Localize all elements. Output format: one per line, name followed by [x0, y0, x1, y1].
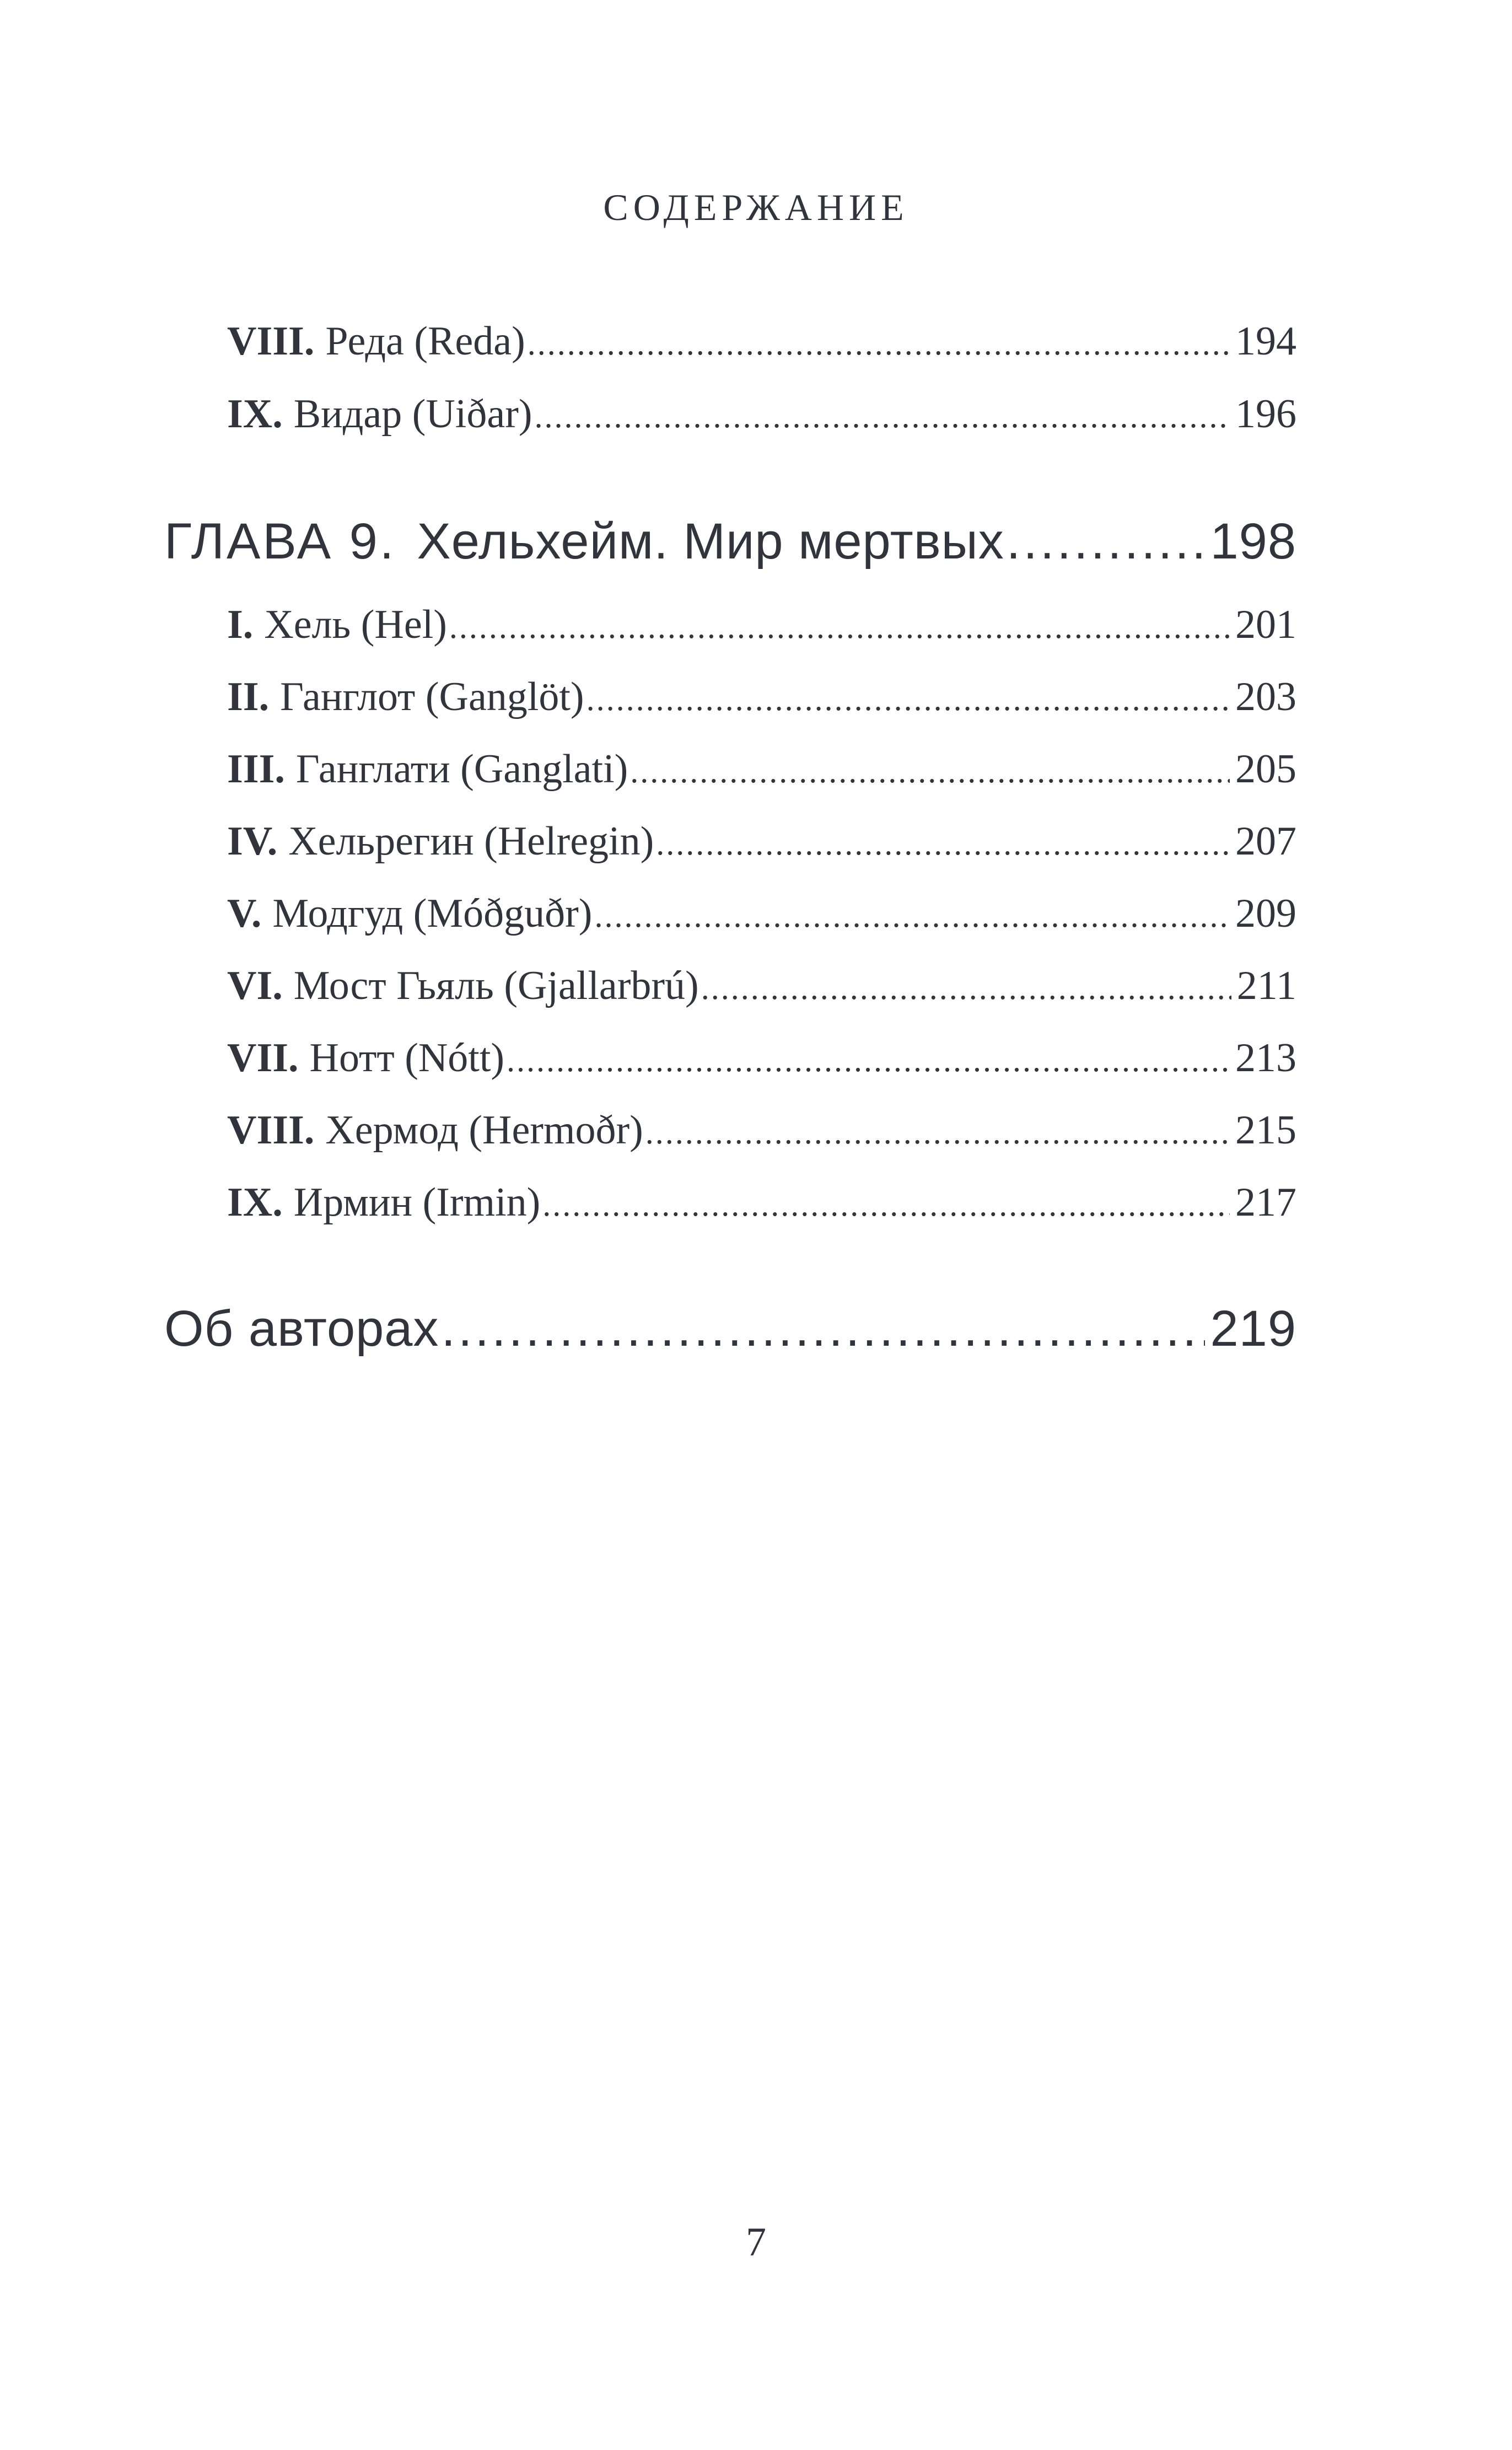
toc-entry[interactable]: [227, 1035, 1296, 1081]
entry-number: VIII.: [227, 319, 315, 364]
entry-number: VII.: [227, 1035, 299, 1081]
entry-title: Ирмин (Irmin): [293, 1180, 541, 1225]
entry-title: Модгуд (Móðguðr): [272, 891, 593, 936]
toc-entry[interactable]: [227, 321, 1296, 362]
entry-title: Хель (Hel): [264, 602, 447, 647]
entry-number: III.: [227, 746, 285, 792]
entry-page: 196: [1235, 391, 1296, 437]
dot-leader: [507, 1044, 1230, 1077]
entry-number: VI.: [227, 963, 283, 1008]
entry-page: 207: [1235, 819, 1296, 864]
dot-leader: [586, 683, 1230, 716]
entry-title: Мост Гьяль (Gjallarbrú): [293, 963, 699, 1008]
toc-entry[interactable]: [227, 1182, 1296, 1223]
entry-number: IX.: [227, 1180, 283, 1225]
entry-number: II.: [227, 674, 270, 719]
dot-leader: [441, 1303, 1204, 1354]
about-title: Об авторах: [164, 1301, 439, 1357]
dot-leader: [1007, 516, 1205, 567]
toc-entry[interactable]: [227, 965, 1296, 1006]
chapter-label: ГЛАВА 9.: [164, 513, 396, 569]
dot-leader: [449, 610, 1230, 643]
entry-number: IV.: [227, 819, 278, 864]
dot-leader: [542, 1188, 1230, 1221]
entry-title: Нотт (Nótt): [309, 1035, 505, 1081]
page-number: 7: [746, 2220, 766, 2265]
toc-entry[interactable]: [227, 391, 1296, 437]
toc-entry[interactable]: [227, 676, 1296, 717]
entry-page: 215: [1235, 1108, 1296, 1153]
chapter-page: 198: [1210, 513, 1296, 569]
entry-page: 201: [1235, 602, 1296, 647]
toc-entry[interactable]: [227, 604, 1296, 645]
entry-number: IX.: [227, 391, 283, 437]
dot-leader: [630, 755, 1230, 788]
entry-number: I.: [227, 602, 254, 647]
entry-page: 209: [1235, 891, 1296, 936]
entry-page: 203: [1235, 674, 1296, 719]
dot-leader: [528, 327, 1230, 360]
entry-title: Ганглот (Ganglöt): [280, 674, 584, 719]
entry-title: Реда (Reda): [325, 319, 525, 364]
entry-page: 217: [1235, 1180, 1296, 1225]
dot-leader: [701, 971, 1231, 1004]
entry-title: Ганглати (Ganglati): [295, 746, 628, 792]
chapter-title: Хельхейм. Мир мертвых: [417, 513, 1004, 569]
entry-page: 211: [1236, 963, 1296, 1008]
toc-entry[interactable]: [227, 746, 1296, 792]
about-page: 219: [1210, 1301, 1296, 1357]
dot-leader: [645, 1116, 1230, 1149]
entry-number: VIII.: [227, 1108, 315, 1153]
entry-title: Хельрегин (Helregin): [288, 819, 654, 864]
toc-entry[interactable]: [227, 821, 1296, 862]
dot-leader: [594, 899, 1230, 932]
dot-leader: [534, 400, 1230, 433]
toc-chapter-9[interactable]: [164, 513, 1296, 569]
entry-page: 213: [1235, 1035, 1296, 1081]
dot-leader: [656, 827, 1230, 860]
entry-number: V.: [227, 891, 262, 936]
entry-title: Хермод (Hermoðr): [325, 1108, 643, 1153]
entry-title: Видар (Uiðar): [293, 391, 532, 437]
toc-about-authors[interactable]: [164, 1301, 1296, 1357]
toc-entry[interactable]: [227, 1110, 1296, 1151]
toc-entry[interactable]: [227, 893, 1296, 934]
entry-page: 205: [1235, 746, 1296, 792]
entry-page: 194: [1235, 319, 1296, 364]
contents-heading: СОДЕРЖАНИЕ: [603, 186, 909, 228]
